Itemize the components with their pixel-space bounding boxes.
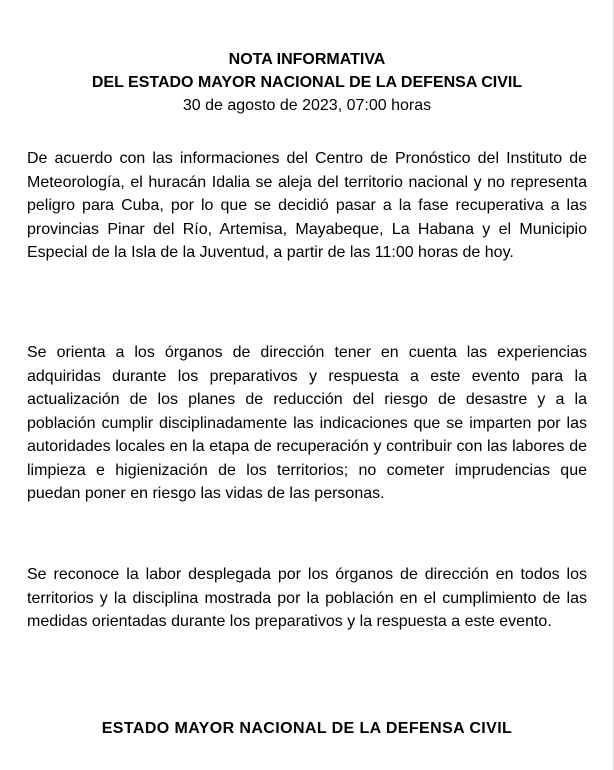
document-title: NOTA INFORMATIVA (228, 51, 386, 68)
document-subtitle: DEL ESTADO MAYOR NACIONAL DE LA DEFENSA CIVIL (91, 74, 523, 91)
document-dateline: 30 de agosto de 2023, 07:00 horas (182, 97, 432, 114)
paragraph-2: Se orienta a los órganos de dirección tener en cuenta las experiencias adquiridas durante los preparativos y respuesta a este evento para la actualización de los planes de reducción del riesgo de desastre y a la población cumplir disciplinadamente las indicaciones que se imparten por las autoridades locales en la etapa de recuperación y contribuir con las labores de limpieza e higienización de los territorios; no cometer imprudencias que puedan poner en riesgo las vidas de las personas. (27, 344, 587, 502)
paragraph-3: Se reconoce la labor desplegada por los órganos de dirección en todos los territorios y la disciplina mostrada por la población en el cumplimiento de las medidas orientadas durante los preparativos y la respuesta a este evento. (27, 566, 587, 630)
paragraph-1: De acuerdo con las informaciones del Centro de Pronóstico del Instituto de Meteorología, el huracán Idalia se aleja del territorio nacional y no representa peligro para Cuba, por lo que se decidió pasar a la fase recuperativa a las provincias Pinar del Río, Artemisa, Mayabeque, La Habana y el Municipio Especial de la Isla de la Juventud, a partir de las 11:00 horas de hoy. (27, 150, 587, 261)
signature-line: ESTADO MAYOR NACIONAL DE LA DEFENSA CIVIL (101, 720, 513, 737)
